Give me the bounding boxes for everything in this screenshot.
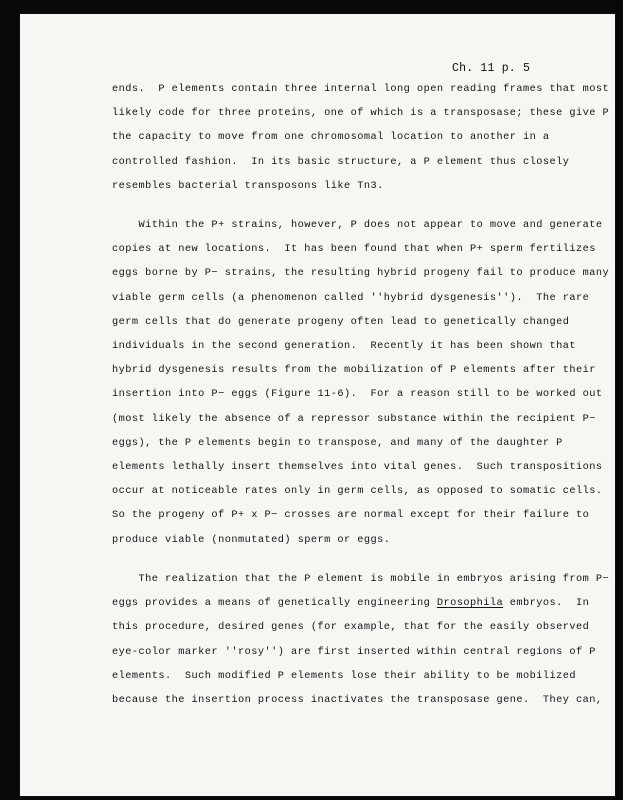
text-line: The realization that the P element is mobile in embryos arising from P− <box>112 573 610 585</box>
page-number-label: Ch. 11 p. 5 <box>452 62 531 75</box>
text-line: produce viable (nonmutated) sperm or eggs. <box>112 533 391 546</box>
text-line: resembles bacterial transposons like Tn3. <box>112 179 384 192</box>
text-line: individuals in the second generation. Recently it has been shown that <box>112 340 577 352</box>
text-line: ends. P elements contain three internal long open reading frames that most <box>112 83 610 95</box>
text-line: eye-color marker ''rosy'') are first inserted within central regions of P <box>112 645 596 658</box>
text-line: this procedure, desired genes (for example, that for the easily observed <box>112 621 590 634</box>
text-line: (most likely the absence of a repressor substance within the recipient P− <box>112 412 596 425</box>
text-line: insertion into P− eggs (Figure 11-6). For a reason still to be worked out <box>112 388 603 401</box>
text-line: likely code for three proteins, one of which is a transposase; these give P <box>112 107 610 120</box>
text-line: copies at new locations. It has been found that when P+ sperm fertilizes <box>112 243 596 256</box>
text-line: elements. Such modified P elements lose their ability to be mobilized <box>112 669 577 682</box>
text-line: controlled fashion. In its basic structure, a P element thus closely <box>112 155 570 168</box>
text-line: the capacity to move from one chromosomal location to another in a <box>112 131 550 144</box>
text-line: occur at noticeable rates only in germ cells, as opposed to somatic cells. <box>112 485 603 498</box>
text-line: eggs provides a means of genetically engineering Drosophila embryos. In <box>112 597 590 610</box>
underlined-term: Drosophila <box>436 597 504 610</box>
text-line: germ cells that do generate progeny often lead to genetically changed <box>112 315 570 328</box>
text-line: hybrid dysgenesis results from the mobilization of P elements after their <box>112 364 596 377</box>
text-line: So the progeny of P+ x P− crosses are normal except for their failure to <box>112 509 590 522</box>
text-line: Within the P+ strains, however, P does not appear to move and generate <box>112 219 603 231</box>
text-line: eggs), the P elements begin to transpose, and many of the daughter P <box>112 436 563 449</box>
text-line: elements lethally insert themselves into vital genes. Such transpositions <box>112 461 603 473</box>
text-line: eggs borne by P− strains, the resulting hybrid progeny fail to produce many <box>112 267 610 280</box>
text-line: viable germ cells (a phenomenon called ''hybrid dysgenesis''). The rare <box>112 291 590 304</box>
text-line: because the insertion process inactivates the transposase gene. They can, <box>112 694 603 706</box>
